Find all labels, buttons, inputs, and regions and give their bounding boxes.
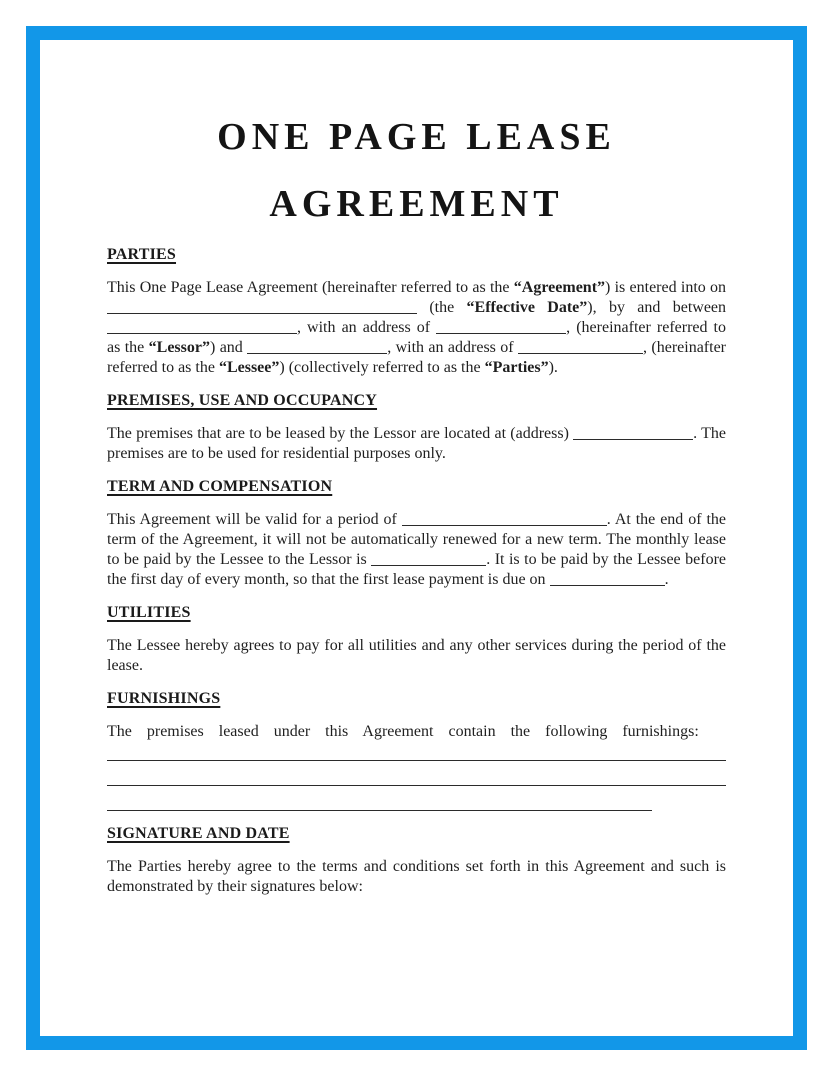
parties-text: , with an address of — [297, 319, 437, 336]
utilities-paragraph: The Lessee hereby agrees to pay for all utilities and any other services during the period of the lease. — [107, 637, 726, 674]
term-text: . It is to be paid by the Lessee before the first day of every month, so that the first lease payment is due on — [107, 551, 726, 588]
blank-premises-address — [573, 426, 693, 440]
heading-furnishings: FURNISHINGS — [107, 690, 221, 707]
effective-date-term: “Effective Date” — [466, 299, 588, 316]
document-title-line2: AGREEMENT — [269, 183, 564, 225]
furnishings-blank-lines — [107, 736, 726, 811]
section-signature — [107, 825, 726, 897]
heading-signature: SIGNATURE AND DATE — [107, 825, 290, 842]
section-parties — [107, 246, 726, 378]
furnishings-blank-line-2 — [107, 761, 726, 786]
heading-utilities: UTILITIES — [107, 604, 191, 621]
term-text: This Agreement will be valid for a period of — [107, 511, 402, 528]
parties-text: ). — [548, 359, 558, 376]
parties-text: ), by and between — [587, 299, 727, 316]
blank-monthly-lease-amount — [371, 552, 486, 566]
blank-lessee-address — [518, 340, 643, 354]
blank-effective-date — [107, 300, 417, 314]
section-term — [107, 478, 726, 590]
blank-lessor-name — [107, 320, 297, 334]
parties-term: “Parties” — [484, 359, 549, 376]
document-title-line1: ONE PAGE LEASE — [217, 116, 616, 158]
parties-text: , with an address of — [387, 339, 519, 356]
document-border-frame — [26, 26, 807, 1050]
agreement-term: “Agreement” — [513, 279, 606, 296]
heading-parties: PARTIES — [107, 246, 177, 263]
signature-paragraph: The Parties hereby agree to the terms and conditions set forth in this Agreement and such is demonstrated by their signatures below: — [107, 858, 726, 895]
section-furnishings — [107, 690, 726, 811]
parties-text: (the — [417, 299, 467, 316]
parties-text: ) (collectively referred to as the — [279, 359, 485, 376]
parties-text: ) is entered into on — [605, 279, 727, 296]
blank-first-payment-date — [550, 572, 665, 586]
section-premises — [107, 392, 726, 464]
parties-text: ) and — [209, 339, 248, 356]
furnishings-paragraph: The premises leased under this Agreement contain the following furnishings: — [107, 723, 699, 740]
blank-lessor-address — [436, 320, 566, 334]
parties-text: , (hereinafter referred to as the — [107, 319, 727, 356]
lessor-term: “Lessor” — [148, 339, 210, 356]
document-title — [107, 104, 726, 238]
premises-paragraph — [107, 424, 726, 464]
term-text: . At the end of the term of the Agreement, it will not be automatically renewed for a new term. The monthly lease to be paid by the Lessee to the Lessor is — [107, 511, 726, 568]
section-utilities — [107, 604, 726, 676]
term-text: . — [664, 571, 669, 588]
premises-text: . The premises are to be used for residential purposes only. — [107, 425, 726, 462]
term-paragraph — [107, 510, 726, 590]
heading-premises: PREMISES, USE AND OCCUPANCY — [107, 392, 378, 409]
parties-text: This One Page Lease Agreement (hereinafter referred to as the — [107, 279, 514, 296]
furnishings-blank-line-3 — [107, 786, 652, 811]
blank-lessee-name — [247, 340, 387, 354]
heading-term: TERM AND COMPENSATION — [107, 478, 333, 495]
premises-text: The premises that are to be leased by the Lessor are located at (address) — [107, 425, 574, 442]
lessee-term: “Lessee” — [218, 359, 280, 376]
blank-lease-period — [402, 512, 607, 526]
parties-text: , (hereinafter referred to as the — [107, 339, 727, 376]
parties-paragraph — [107, 278, 726, 378]
